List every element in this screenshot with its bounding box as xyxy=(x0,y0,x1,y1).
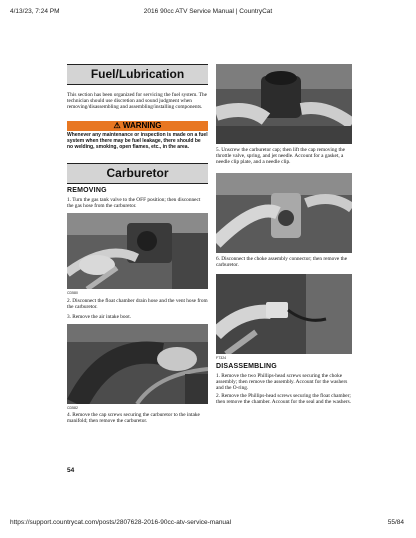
step-6: 6. Disconnect the choke assembly connector; then remove the carburetor. xyxy=(216,256,348,269)
photo-5-code: FT324 xyxy=(216,356,227,360)
photo-gas-hose-image xyxy=(67,213,208,289)
photo-air-intake xyxy=(67,324,208,404)
step-1: 1. Turn the gas tank valve to the OFF position; then disconnect the gas hose from the carburetor. xyxy=(67,197,201,210)
print-page-counter: 55/84 xyxy=(387,519,404,526)
step-2: 2. Disconnect the float chamber drain hose and the vent hose from the carburetor. xyxy=(67,298,208,311)
print-datetime: 4/13/23, 7:24 PM xyxy=(10,8,60,15)
photo-throttle-valve xyxy=(216,173,352,253)
photo-carburetor-cap xyxy=(216,64,352,144)
photo-air-intake-image xyxy=(67,324,208,404)
disassembly-step-2: 2. Remove the Phillips-head screws securing the float chamber; then remove the chamber. Account for the seal and the washers. xyxy=(216,393,352,406)
photo-throttle-valve-image xyxy=(216,173,352,253)
section-title-banner xyxy=(67,64,208,85)
removing-heading: REMOVING xyxy=(67,187,107,194)
print-url: https://support.countrycat.com/posts/2807628-2016-90cc-atv-service-manual xyxy=(10,519,232,526)
warning-box xyxy=(67,121,208,158)
disassembly-step-1: 1. Remove the two Phillips-head screws securing the choke assembly; then remove the assembly. Account for the washers and the O-ring. xyxy=(216,373,348,392)
step-3: 3. Remove the air intake boot. xyxy=(67,314,131,320)
photo-1-code: CD580 xyxy=(67,291,78,295)
photo-2-code: CD582 xyxy=(67,406,78,410)
warning-text: Whenever any maintenance or inspection is made on a fuel system when there may be fuel leakage, there should be no welding, smoking, open flames, etc., in the area. xyxy=(67,132,208,151)
photo-choke-connector xyxy=(216,274,352,354)
section-title: Fuel/Lubrication xyxy=(90,67,185,81)
subsection-title: Carburetor xyxy=(106,166,169,180)
step-5: 5. Unscrew the carburetor cap; then lift the cap removing the throttle valve, spring, and jet needle. Account for a gasket, a needle clip plate, and a needle clip. xyxy=(216,147,345,166)
photo-gas-hose xyxy=(67,213,208,289)
subsection-title-banner xyxy=(67,163,208,184)
disassembling-heading: DISASSEMBLING xyxy=(216,363,277,370)
warning-label: WARNING xyxy=(122,121,162,130)
photo-choke-connector-image xyxy=(216,274,352,354)
step-4: 4. Remove the cap screws securing the carburetor to the intake manifold; then remove the carburetor. xyxy=(67,412,200,425)
print-page-title: 2016 90cc ATV Service Manual | CountryCat xyxy=(143,8,273,15)
page-number: 54 xyxy=(67,467,75,474)
warning-triangle-icon: ⚠ xyxy=(113,121,121,130)
intro-paragraph: This section has been organized for servicing the fuel system. The technician should use discretion and sound judgment when removing/disassembling and assembling/installing components. xyxy=(67,92,207,111)
photo-carburetor-cap-image xyxy=(216,64,352,144)
warning-bar xyxy=(67,121,208,131)
